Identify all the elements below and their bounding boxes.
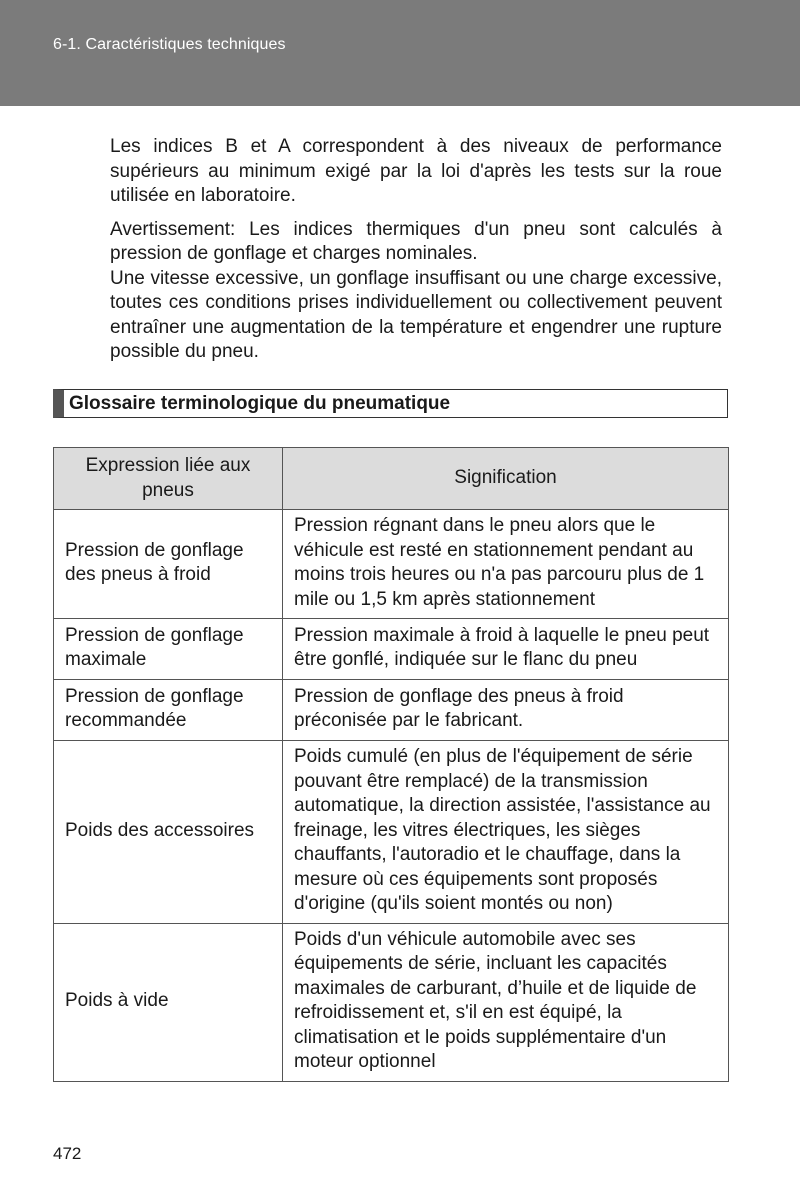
table-header-row [54,448,729,510]
term-cell: Pression de gonflage recommandée [54,680,283,741]
table-row [54,741,729,924]
intro-paragraph-3: Une vitesse excessive, un gonflage insuffisant ou une charge excessive, toutes ces conditions prises individuellement ou collectivement peuvent entraîner une augmentation de la température et engendrer une rupture possible du pneu. [110,267,722,362]
section-label: 6-1. Caractéristiques techniques [53,36,286,53]
column-header-meaning: Signification [283,448,729,510]
meaning-cell: Poids cumulé (en plus de l'équipement de série pouvant être remplacé) de la transmission automatique, la direction assistée, l'assistance au freinage, les vitres électriques, les sièges chauffants, l'autoradio et le chauffage, dans la mesure où ces équipements sont proposés d'origine (qu'ils soient montés ou non) [283,741,729,924]
table-row [54,923,729,1081]
table-row [54,619,729,680]
term-cell: Poids à vide [54,923,283,1081]
term-cell: Pression de gonflage des pneus à froid [54,510,283,619]
table-row [54,510,729,619]
column-header-term: Expression liée aux pneus [54,448,283,510]
term-cell: Pression de gonflage maximale [54,619,283,680]
term-cell: Poids des accessoires [54,741,283,924]
meaning-cell: Pression maximale à froid à laquelle le pneu peut être gonflé, indiquée sur le flanc du pneu [283,619,729,680]
header-band [0,0,800,106]
intro-text [110,135,722,374]
meaning-cell: Poids d'un véhicule automobile avec ses équipements de série, incluant les capacités maximales de carburant, d’huile et de liquide de refroidissement et, s'il en est équipé, la climatisation et le poids supplémentaire d'un moteur optionnel [283,923,729,1081]
intro-paragraph-1: Les indices B et A correspondent à des niveaux de performance supérieurs au minimum exigé par la loi d'après les tests sur la roue utilisée en laboratoire. [110,136,722,206]
intro-paragraph-2: Avertissement: Les indices thermiques d'un pneu sont calculés à pression de gonflage et charges nominales. [110,218,722,264]
glossary-heading: Glossaire terminologique du pneumatique [53,389,728,418]
meaning-cell: Pression régnant dans le pneu alors que le véhicule est resté en stationnement pendant au moins trois heures ou n'a pas parcouru plus de 1 mile ou 1,5 km après stationnement [283,510,729,619]
table-row [54,680,729,741]
glossary-table [53,447,729,1082]
meaning-cell: Pression de gonflage des pneus à froid préconisée par le fabricant. [283,680,729,741]
page-number: 472 [53,1144,82,1163]
